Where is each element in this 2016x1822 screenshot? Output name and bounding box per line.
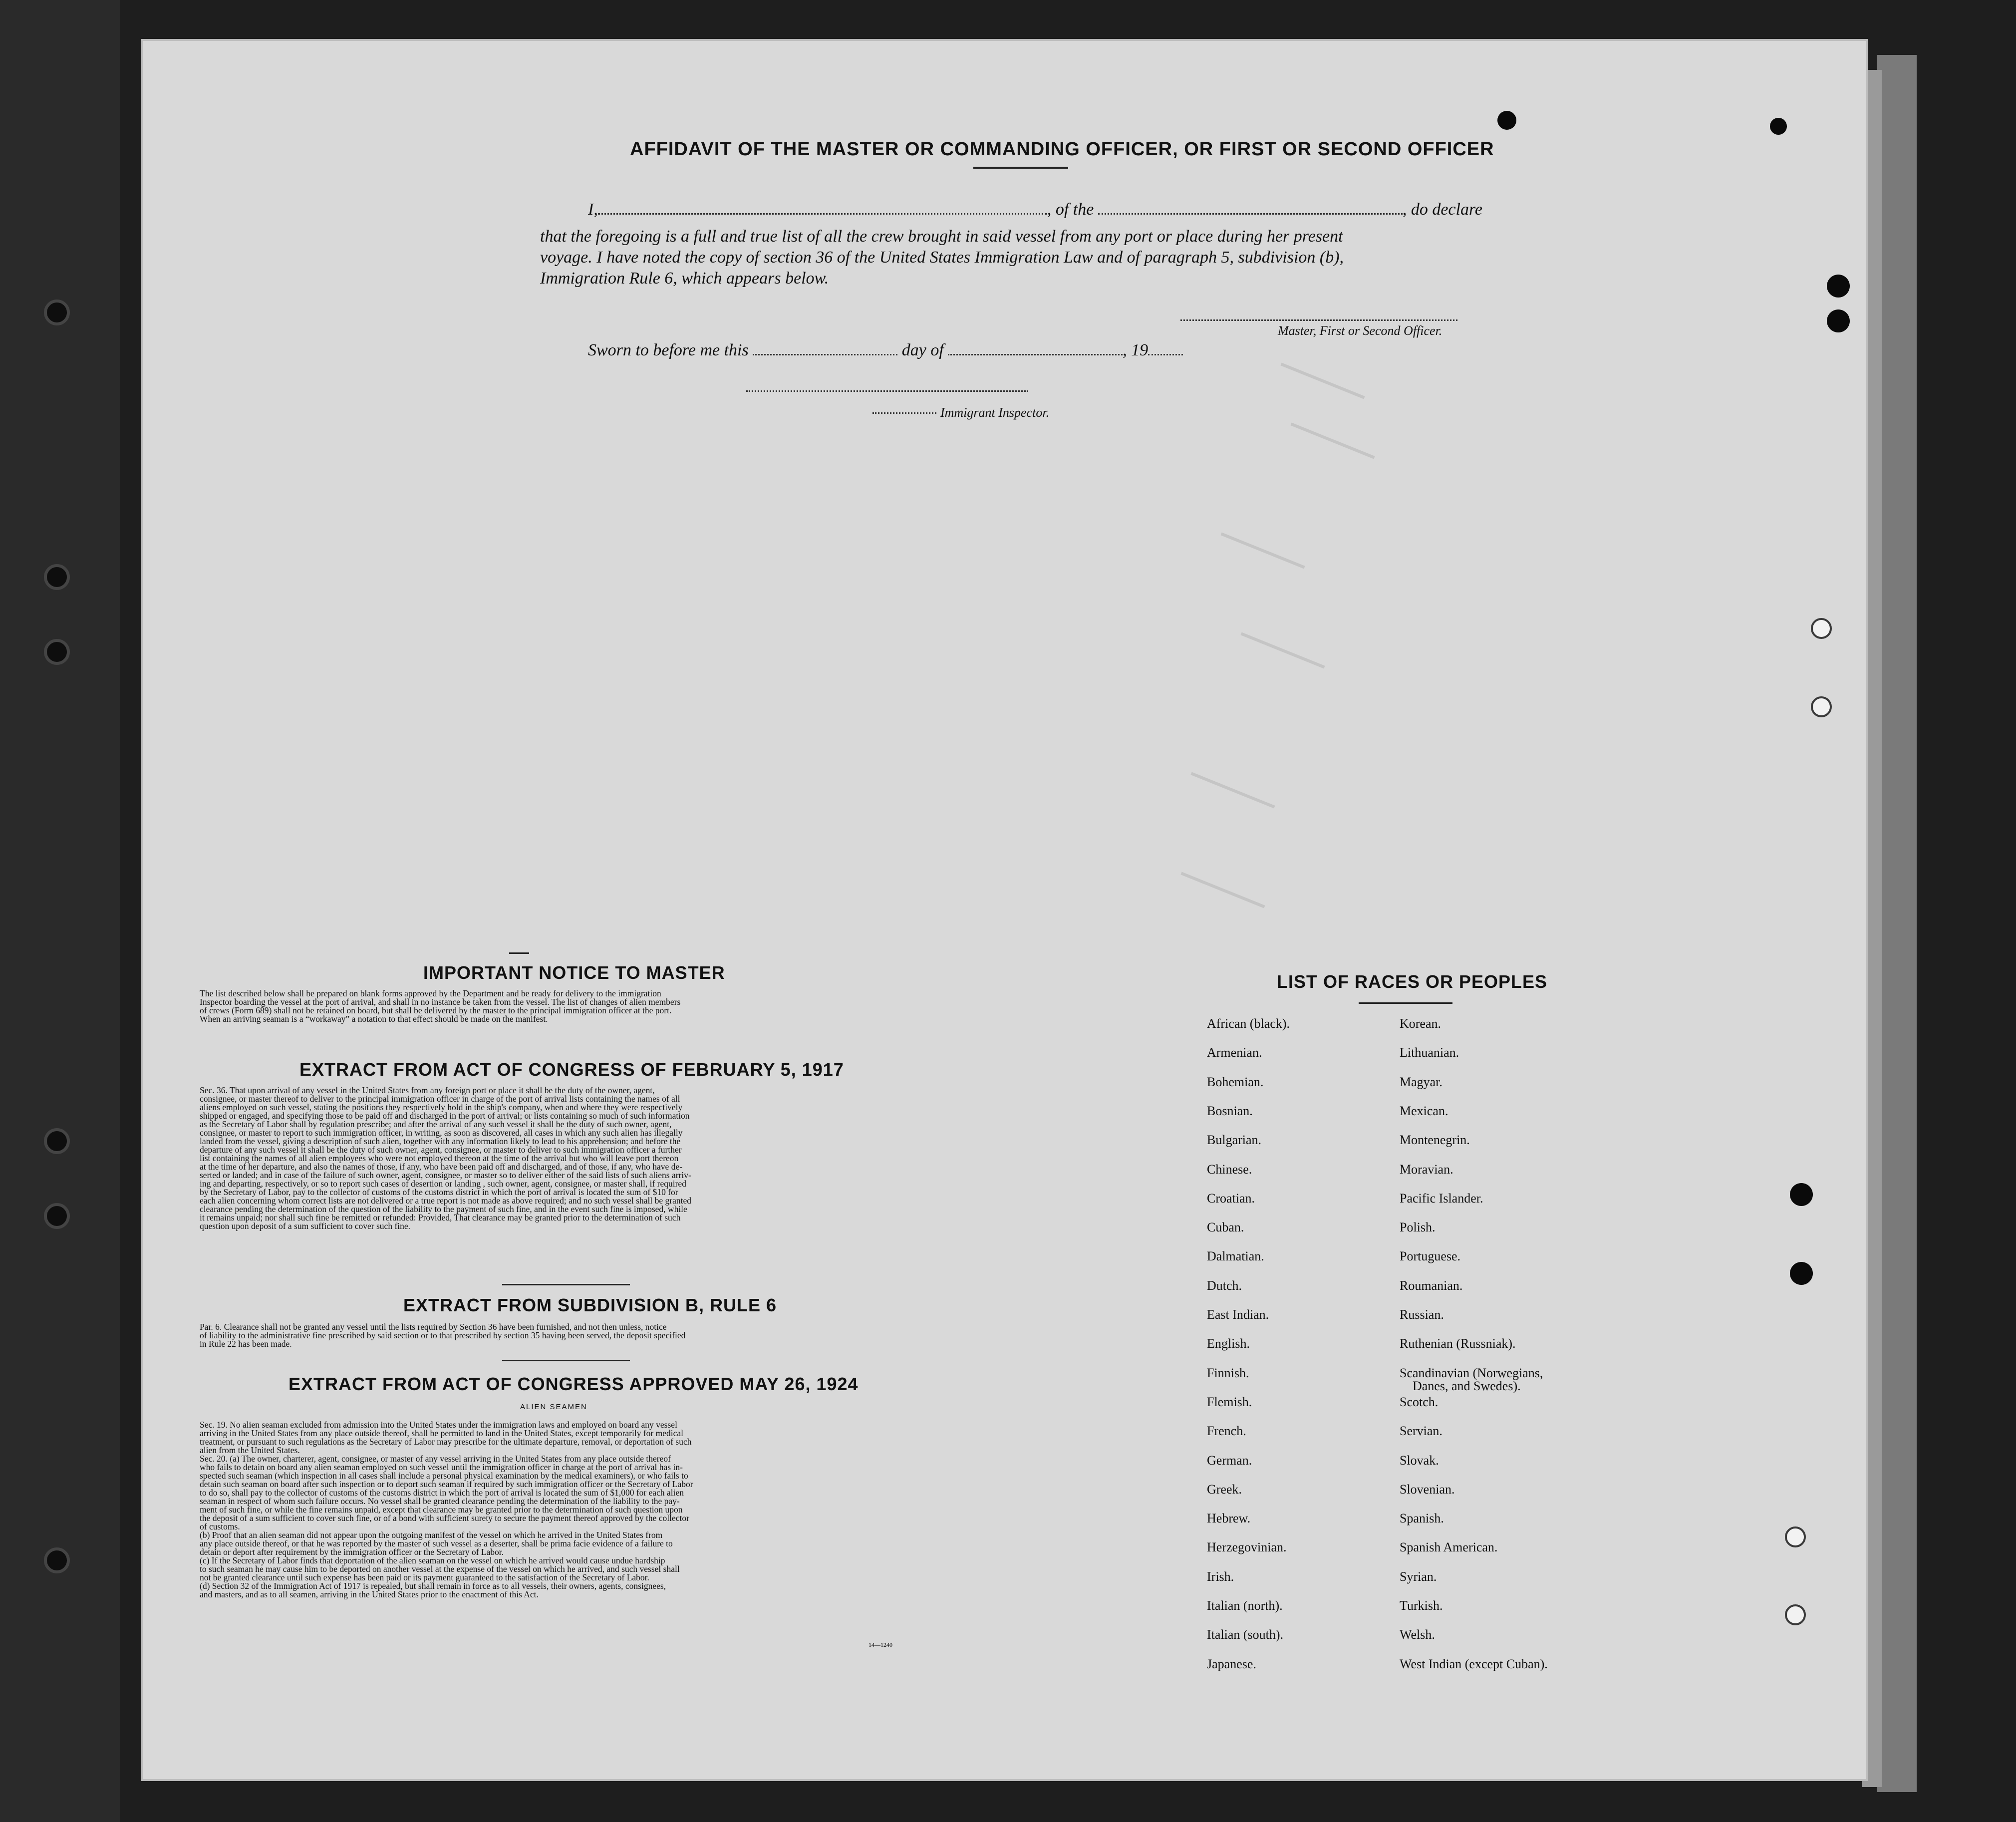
race-item: Korean.	[1400, 1016, 1441, 1031]
punch-hole-icon	[1827, 309, 1850, 332]
section-rule	[502, 1284, 630, 1285]
sworn-month-field[interactable]	[948, 354, 1123, 355]
race-item: French.	[1207, 1424, 1246, 1439]
day-of-label: day of	[901, 341, 944, 359]
race-item: Hebrew.	[1207, 1511, 1251, 1526]
race-item: Bosnian.	[1207, 1103, 1253, 1118]
extract-rule6-title: EXTRACT FROM SUBDIVISION B, RULE 6	[403, 1295, 777, 1315]
race-item: Bulgarian.	[1207, 1133, 1262, 1148]
race-item: Mexican.	[1400, 1103, 1448, 1118]
race-item: African (black).	[1207, 1016, 1290, 1031]
race-item: Pacific Islander.	[1400, 1191, 1483, 1206]
master-signature-caption: Master, First or Second Officer.	[1278, 323, 1442, 338]
race-item: Slovak.	[1400, 1453, 1439, 1468]
race-item: Roumanian.	[1400, 1278, 1463, 1293]
binder-ring-icon	[44, 300, 70, 325]
race-item: Montenegrin.	[1400, 1133, 1470, 1148]
alien-seamen-subtitle: ALIEN SEAMEN	[520, 1403, 587, 1411]
sworn-line	[588, 339, 1183, 361]
race-item: Armenian.	[1207, 1045, 1262, 1060]
binder-ring-icon	[44, 564, 70, 590]
do-declare-label: , do declare	[1402, 200, 1483, 219]
race-item: Greek.	[1207, 1482, 1242, 1497]
race-item: Italian (south).	[1207, 1627, 1284, 1642]
race-item: Croatian.	[1207, 1191, 1255, 1206]
race-item: Bohemian.	[1207, 1074, 1264, 1089]
race-item: German.	[1207, 1453, 1252, 1468]
extract-1917-title: EXTRACT FROM ACT OF CONGRESS OF FEBRUARY 5, 1917	[299, 1059, 844, 1080]
title-rule	[973, 167, 1068, 169]
race-item: Portuguese.	[1400, 1249, 1461, 1264]
affidavit-line-3: voyage. I have noted the copy of section 36 of the United States Immigration Law and of paragraph 5, subdivision (b),	[540, 248, 1344, 267]
punch-hole-icon	[1811, 618, 1832, 639]
notice-top-rule	[509, 952, 529, 954]
master-signature-field[interactable]	[1180, 319, 1457, 321]
extract-1924-text: Sec. 19. No alien seaman excluded from admission into the United States under the immigration laws and employed on board any vessel arriving in the United States from any place outside thereof, shall be permitted to land in the United States, except temporarily for medical treatment, or pursuant to such regulations as the Secretary of Labor may prescribe for the ultimate departure, removal, or deportation of such alien from the United States. Sec. 20. (a) The owner, charterer, agent, consignee, or master of any vessel arriving in the United States from any place outside thereof who fails to detain on board any alien seaman employed on such vessel until the immigration officer in charge at the port of arrival has in- spected such seaman (which inspection in all cases shall include a personal physical examination by the medical examiners), or who fails to detain such seaman on board after such inspection or to deport such seaman if required by such immigration officer or the Secretary of Labor to do so, shall pay to the collector of customs of the customs district in which the port of arrival is located the sum of $1,000 for each alien seaman in respect of whom such failure occurs. No vessel shall be granted clearance pending the determination of the liability to the pay- ment of such fine, or while the fine remains unpaid, except that clearance may be granted prior to the determination of such question upon the deposit of a sum sufficient to cover such fine, or of a bond with sufficient surety to secure the payment thereof approved by the collector of customs. (b) Proof that an alien seaman did not appear upon the outgoing manifest of the vessel on which he arrived in the United States from any place outside thereof, or that he was reported by the master of such vessel as a deserter, shall be prima facie evidence of a failure to detain or deport after requirement by the immigration officer or the Secretary of Labor. (c) If the Secretary of Labor finds that deportation of the alien seaman on the vessel on which he arrived would cause undue hardship to such seaman he may cause him to be deported on another vessel at the expense of the vessel on which he arrived, and such vessel shall not be granted clearance until such expense has been paid or its payment guaranteed to the satisfaction of the Secretary of Labor. (d) Section 32 of the Immigration Act of 1917 is repealed, but shall remain in force as to all vessels, their owners, agents, consignees, and masters, and as to all seamen, arriving in the United States prior to the enactment of this Act.	[200, 1420, 693, 1599]
race-item: Turkish.	[1400, 1598, 1443, 1613]
ink-blot-icon	[1497, 111, 1516, 130]
race-item: Syrian.	[1400, 1569, 1437, 1584]
punch-hole-icon	[1827, 275, 1850, 298]
ink-blot-icon	[1770, 118, 1787, 135]
race-item: Scotch.	[1400, 1394, 1439, 1409]
inspector-caption: Immigrant Inspector.	[940, 405, 1050, 420]
race-item: Russian.	[1400, 1307, 1444, 1322]
sworn-day-field[interactable]	[753, 354, 897, 355]
year-prefix-label: , 19	[1123, 341, 1149, 359]
race-item: English.	[1207, 1336, 1250, 1351]
race-item: Cuban.	[1207, 1220, 1244, 1235]
race-item: West Indian (except Cuban).	[1400, 1656, 1548, 1671]
binder-ring-icon	[44, 1203, 70, 1229]
affidavit-i-label: I,	[588, 200, 598, 219]
extract-rule6-text: Par. 6. Clearance shall not be granted any vessel until the lists required by Section 36 have been furnished, and not then unless, notice of liability to the administrative fine prescribed by said section or to that prescribed by section 35 having been served, the deposit specified in Rule 22 has been made.	[200, 1322, 686, 1349]
races-rule	[1359, 1002, 1452, 1004]
race-item: Herzegovinian.	[1207, 1540, 1287, 1555]
affidavit-line-1	[588, 199, 1482, 221]
race-item: Chinese.	[1207, 1162, 1252, 1177]
notice-text: The list described below shall be prepared on blank forms approved by the Department and be ready for delivery to the immigration Inspector boarding the vessel at the port of arrival, and shall in no instance be taken from the vessel. The list of changes of alien members of crews (Form 689) shall not be retained on board, but shall be delivered by the master to the principal immigration officer at the port. When an arriving seaman is a “workaway” a notation to that effect should be made on the manifest.	[200, 988, 681, 1024]
section-rule	[502, 1360, 630, 1361]
extract-1917-text: Sec. 36. That upon arrival of any vessel in the United States from any foreign port or place it shall be the duty of the owner, agent, consignee, or master thereof to deliver to the principal immigration officer in charge of the port of arrival lists containing the names of all aliens employed on such vessel, stating the positions they respectively hold in the ship's company, when and where they were respectively shipped or engaged, and specifying those to be paid off and discharged in the port of arrival; or lists containing so much of such information as the Secretary of Labor shall by regulation prescribe; and after the arrival of any such vessel it shall be the duty of such owner, agent, consignee, or master to report to such immigration officer, in writing, as soon as discovered, all cases in which any such alien has illegally landed from the vessel, giving a description of such alien, together with any information likely to lead to his apprehension; and before the departure of any such vessel it shall be the duty of such owner, agent, consignee, or master to deliver to such immigration officer a further list containing the names of all alien employees who were not employed thereon at the time of the arrival but who will leave port thereon at the time of her departure, and also the names of those, if any, who have been paid off and discharged, and of those, if any, who have de- serted or landed; and in case of the failure of such owner, agent, consignee, or master so to deliver either of the said lists of such aliens arriv- ing and departing, respectively, or so to report such cases of desertion or landing , such owner, agent, consignee, or master shall, if required by the Secretary of Labor, pay to the collector of customs of the customs district in which the port of arrival is located the sum of $10 for each alien concerning whom correct lists are not delivered or a true report is not made as above required; and no such vessel shall be granted clearance pending the determination of the question of the liability to the payment of such fine, and in the event such fine is imposed, while it remains unpaid; nor shall such fine be remitted or refunded: Provided, That clearance may be granted prior to the determination of such question upon deposit of a sum sufficient to cover such fine.	[200, 1085, 691, 1231]
race-item: Dutch.	[1207, 1278, 1242, 1293]
races-title: LIST OF RACES OR PEOPLES	[1277, 971, 1548, 992]
notice-title: IMPORTANT NOTICE TO MASTER	[423, 962, 725, 983]
inspector-signature-field[interactable]	[746, 390, 1028, 392]
affidavit-title: AFFIDAVIT OF THE MASTER OR COMMANDING OFFICER, OR FIRST OR SECOND OFFICER	[630, 139, 1494, 160]
of-the-label: , of the	[1047, 200, 1094, 219]
race-item: Magyar.	[1400, 1074, 1442, 1089]
binder-ring-icon	[44, 1128, 70, 1154]
race-item: Welsh.	[1400, 1627, 1435, 1642]
race-item: Ruthenian (Russniak).	[1400, 1336, 1516, 1351]
race-item: Irish.	[1207, 1569, 1234, 1584]
inspector-leader	[872, 412, 936, 414]
race-item: Dalmatian.	[1207, 1249, 1264, 1264]
affidavit-line-2: that the foregoing is a full and true list of all the crew brought in said vessel from any port or place during her present	[540, 227, 1343, 246]
sworn-year-field[interactable]	[1148, 354, 1183, 355]
race-item: Polish.	[1400, 1220, 1436, 1235]
race-item: Finnish.	[1207, 1365, 1249, 1380]
race-item: Spanish American.	[1400, 1540, 1498, 1555]
race-item: Lithuanian.	[1400, 1045, 1459, 1060]
binder-ring-icon	[44, 1547, 70, 1573]
race-item: Japanese.	[1207, 1656, 1256, 1671]
form-number: 14—1240	[868, 1641, 892, 1648]
race-item: Moravian.	[1400, 1162, 1453, 1177]
extract-1924-title: EXTRACT FROM ACT OF CONGRESS APPROVED MAY 26, 1924	[288, 1374, 859, 1394]
page-stack-edge	[1877, 55, 1917, 1792]
punch-hole-icon	[1811, 696, 1832, 717]
declarant-name-field[interactable]	[598, 213, 1047, 215]
binder-ring-icon	[44, 639, 70, 665]
race-item: Flemish.	[1207, 1394, 1252, 1409]
punch-hole-icon	[1790, 1183, 1813, 1206]
race-item: East Indian.	[1207, 1307, 1269, 1322]
punch-hole-icon	[1785, 1526, 1806, 1547]
affidavit-line-4: Immigration Rule 6, which appears below.	[540, 269, 829, 288]
position-field[interactable]	[1098, 213, 1403, 215]
race-item: Italian (north).	[1207, 1598, 1283, 1613]
race-item: Spanish.	[1400, 1511, 1444, 1526]
race-item: Scandinavian (Norwegians, Danes, and Swedes).	[1400, 1365, 1543, 1393]
sworn-label: Sworn to before me this	[588, 341, 749, 359]
punch-hole-icon	[1790, 1262, 1813, 1285]
punch-hole-icon	[1785, 1604, 1806, 1625]
race-item: Slovenian.	[1400, 1482, 1455, 1497]
race-item: Servian.	[1400, 1424, 1442, 1439]
